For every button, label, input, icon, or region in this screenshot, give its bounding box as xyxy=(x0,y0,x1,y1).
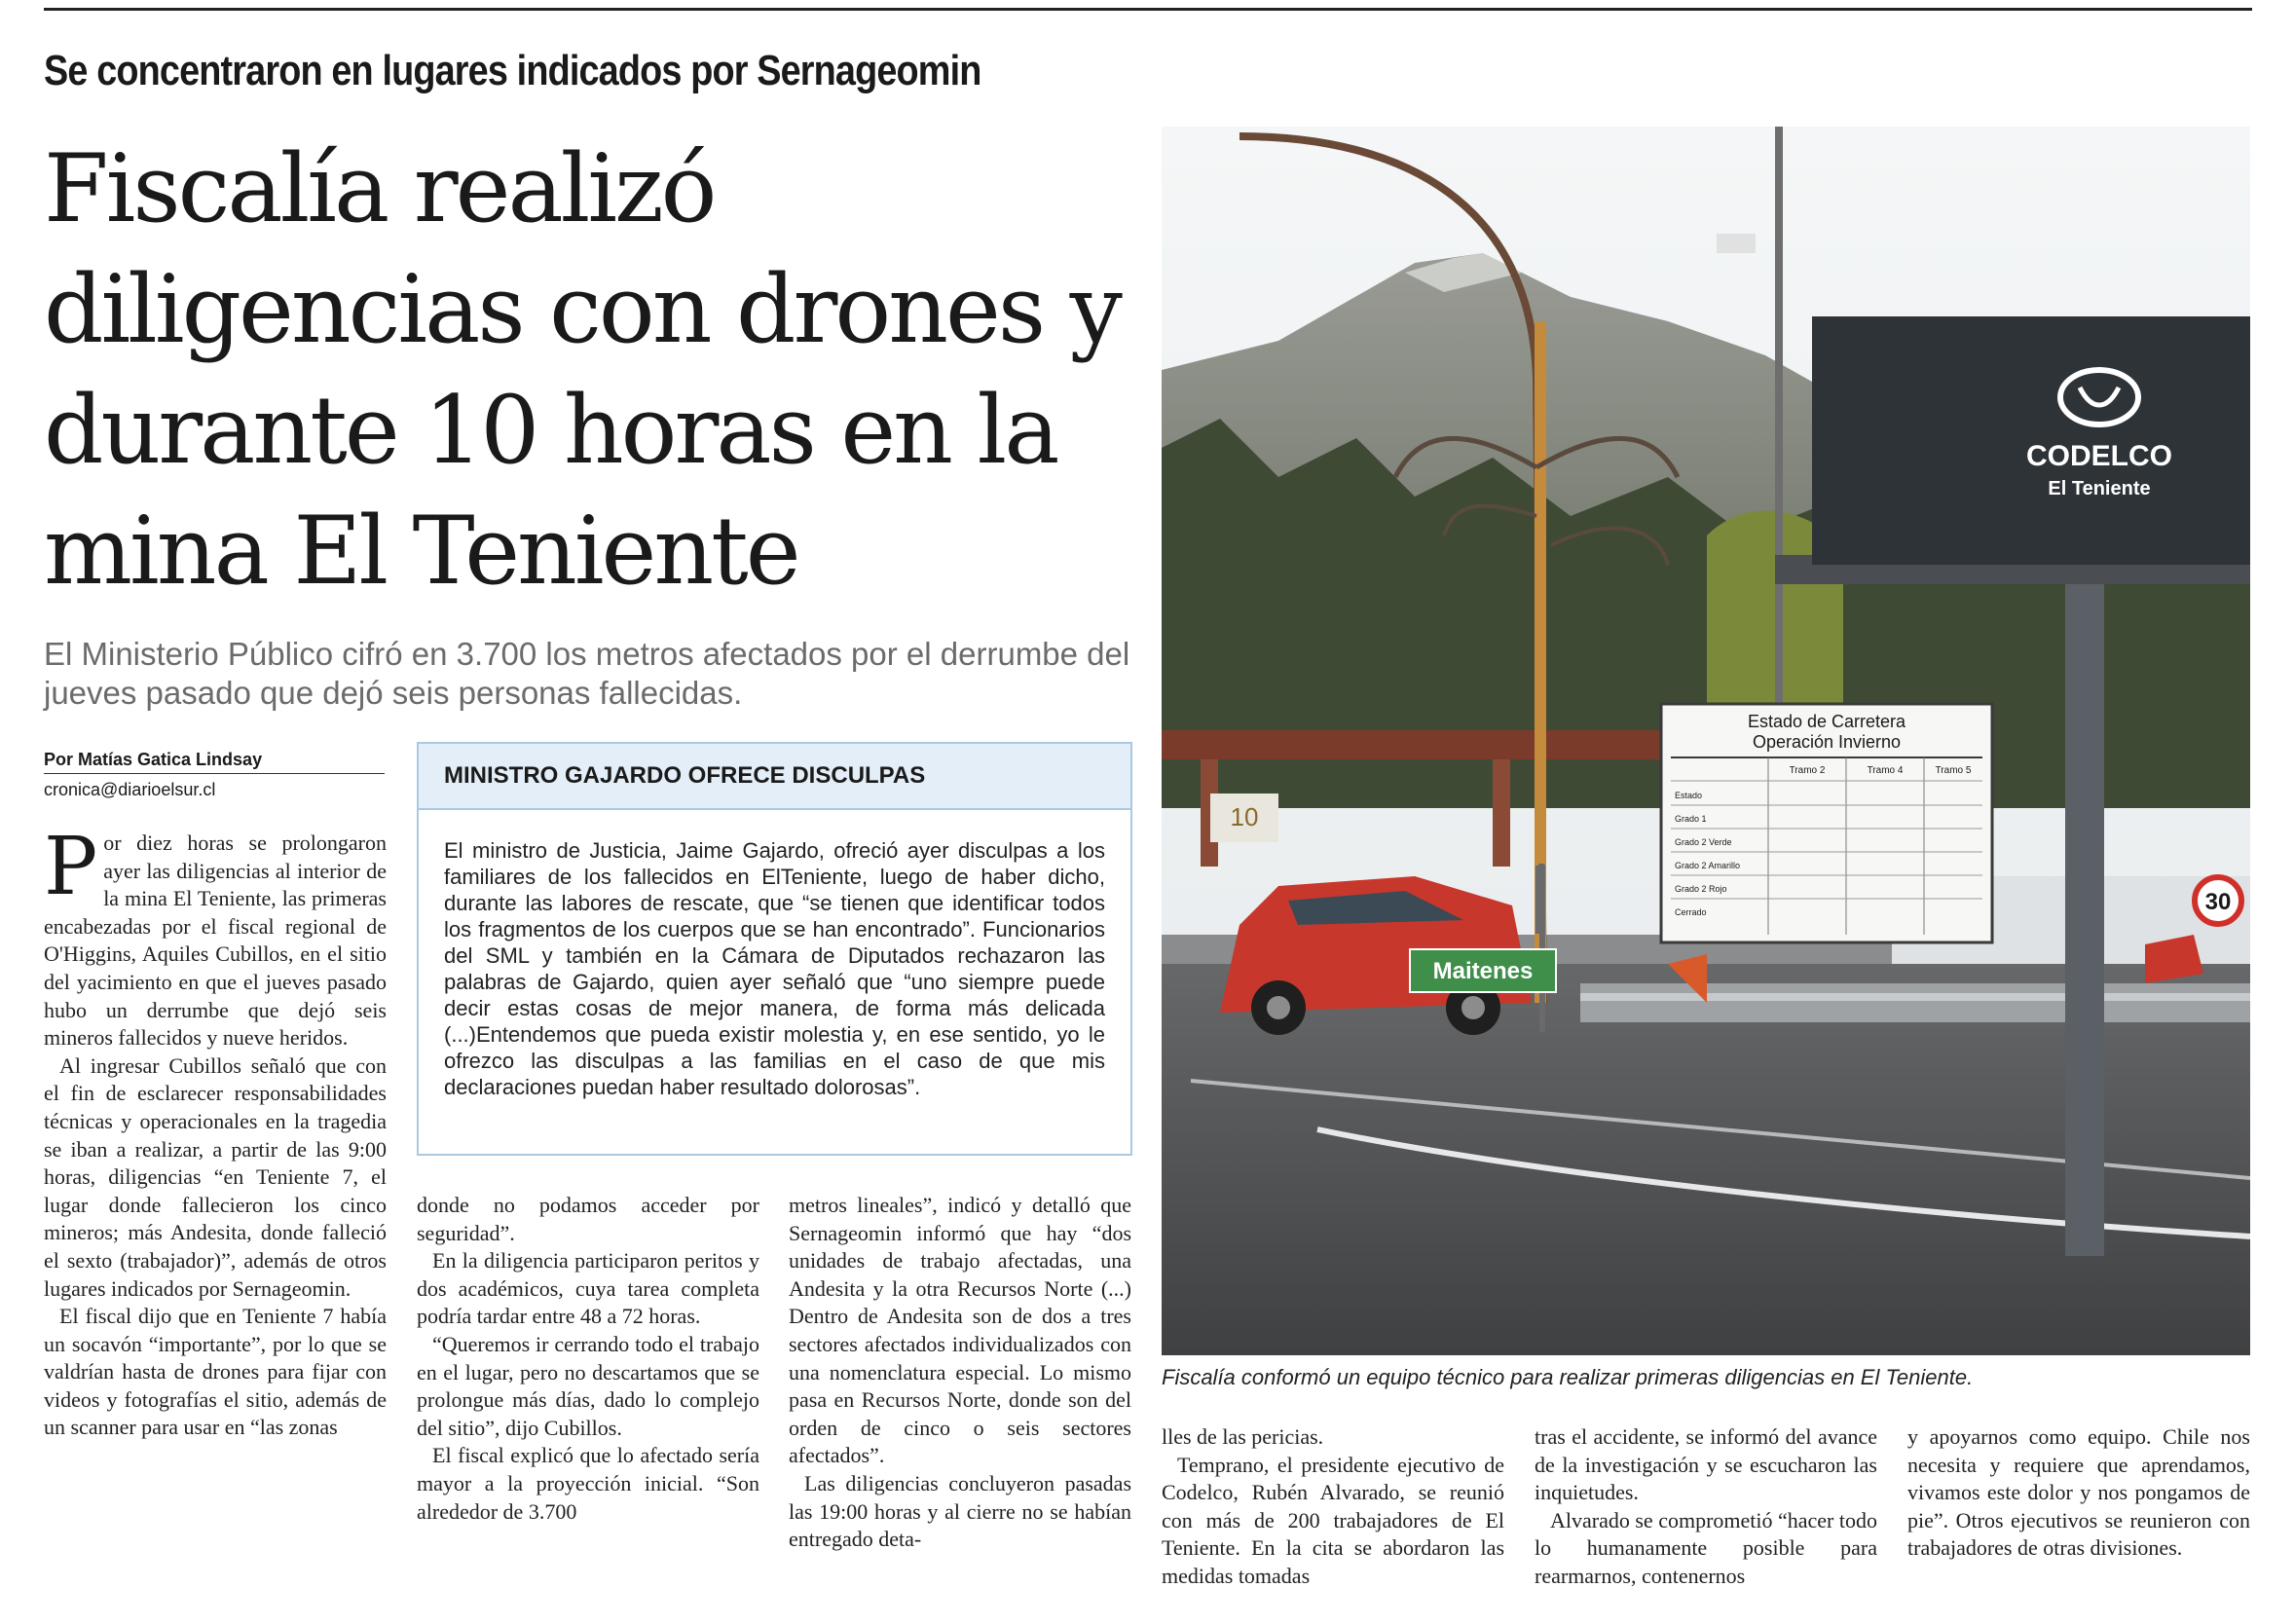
deck: El Ministerio Público cifró en 3.700 los metros afectados por el derrumbe del jueves pasado que dejó seis personas fallecidas. xyxy=(44,636,1130,711)
paragraph: El fiscal dijo que en Teniente 7 había un socavón “importante”, por lo que se valdrían hasta de drones para fijar con videos y fotografías el sitio, además de un scanner para usar en “las zonas xyxy=(44,1304,387,1440)
article-column-2 xyxy=(417,1192,759,1526)
dropcap: P xyxy=(44,821,98,913)
article-column-1 xyxy=(44,821,387,1442)
sidebar-title: MINISTRO GAJARDO OFRECE DISCULPAS xyxy=(419,744,1130,810)
sidebar-body: El ministro de Justicia, Jaime Gajardo, ofreció ayer disculpas a los familiares de los fallecidos en ElTeniente, luego de haber dicho, durante las labores de rescate, que “se tienen que identificar todos los fragmentos de los cuerpos que se han encontrado”. Funcionarios del SML y también en la Cámara de Diputados rechazaron las palabras de Gajardo, quien ayer señaló que “uno siempre puede decir estas cosas de mejor manera, de forma más delicada (...)Entendemos que pueda existir molestia y, en ese sentido, yo le ofrezco las disculpas a las familias en el caso de que mis declaraciones puedan haber resultado dolorosas”. xyxy=(444,838,1105,1099)
top-rule xyxy=(44,8,2252,11)
photo-caption: Fiscalía conformó un equipo técnico para realizar primeras diligencias en El Teniente. xyxy=(1162,1365,1974,1389)
paragraph: lles de las pericias. xyxy=(1162,1424,1324,1449)
speed-limit-text: 30 xyxy=(2204,889,2232,915)
paragraph: Temprano, el presidente ejecutivo de Codelco, Rubén Alvarado, se reunió con más de 200 trabajadores de El Teniente. En la cita se abordaron las medidas tomadas xyxy=(1162,1452,1504,1588)
sidebar-box xyxy=(417,742,1132,1156)
paragraph: Las diligencias concluyeron pasadas las 19:00 horas y al cierre no se habían entregado deta- xyxy=(789,1470,1131,1552)
board-row: Estado xyxy=(1675,791,1703,800)
board-title-2: Operación Invierno xyxy=(1752,732,1902,752)
byline-email[interactable]: cronica@diarioelsur.cl xyxy=(44,780,216,799)
kicker: Se concentraron en lugares indicados por Sernageomin xyxy=(44,47,981,94)
article-column-5 xyxy=(1535,1423,1877,1591)
byline xyxy=(44,750,385,800)
paragraph: Alvarado se comprometió “hacer todo lo humanamente posible para rearmarnos, contenernos xyxy=(1535,1507,1877,1588)
paragraph: metros lineales”, indicó y detalló que Sernageomin informó que hay “dos unidades de trabajo afectadas, una Andesita y la otra Recursos Norte (...) Dentro de Andesita son de dos a tres sectores afectados individualizados con una nomenclatura especial. Lo mismo pasa en Recursos Norte, donde son del orden de cinco o seis sectores afectados”. xyxy=(789,1193,1131,1468)
board-col: Tramo 5 xyxy=(1935,765,1972,776)
board-col: Tramo 2 xyxy=(1789,765,1826,776)
paragraph: tras el accidente, se informó del avance de la investigación y se escucharon las inquietudes. xyxy=(1535,1424,1877,1505)
board-row: Grado 2 Amarillo xyxy=(1675,861,1741,870)
paragraph: Por diez horas se prolongaron ayer las diligencias al interior de la mina El Teniente, las primeras encabezadas por el fiscal regional de O'Higgins, Aquiles Cubillos, en el sitio del yacimiento en que el jueves pasado hubo un derrumbe que dejó seis mineros fallecidos y nueve heridos. xyxy=(44,821,387,1051)
news-photo xyxy=(1162,127,2250,1355)
paragraph: En la diligencia participaron peritos y dos académicos, cuya tarea completa podría tardar entre 48 a 72 horas. xyxy=(417,1248,759,1329)
board-title-1: Estado de Carretera xyxy=(1747,712,1906,731)
billboard-pole xyxy=(2065,574,2104,1256)
photo-illustration xyxy=(1162,127,2250,1355)
paragraph: Al ingresar Cubillos señaló que con el fin de esclarecer responsabilidades técnicas y operacionales en la tragedia se iban a realizar, a partir de las 9:00 horas, diligencias “en Teniente 7, el lugar donde fallecieron los cinco mineros; más Andesita, donde falleció el sexto (trabajador)”, además de otros lugares indicados por Sernageomin. xyxy=(44,1052,387,1301)
toll-number: 10 xyxy=(1230,802,1259,831)
paragraph: “Queremos ir cerrando todo el trabajo en el lugar, pero no descartamos que se prolongue más días, dado lo complejo del sitio”, dijo Cubillos. xyxy=(417,1331,759,1440)
toll-gantry xyxy=(1162,730,1668,759)
article-column-6 xyxy=(1907,1423,2250,1563)
board-col: Tramo 4 xyxy=(1867,765,1904,776)
board-row: Grado 2 Verde xyxy=(1675,837,1732,847)
road-sign-text: Maitenes xyxy=(1432,958,1534,984)
paragraph: El fiscal explicó que lo afectado sería mayor a la proyección inicial. “Son alrededor de 3.700 xyxy=(417,1443,759,1524)
article-column-4 xyxy=(1162,1423,1504,1591)
billboard-brand: CODELCO xyxy=(2026,440,2172,472)
board-row: Grado 2 Rojo xyxy=(1675,884,1727,894)
paragraph: y apoyarnos como equipo. Chile nos necesita y requiere que aprendamos, vivamos este dolor y nos pongamos de pie”. Otros ejecutivos se reunieron con trabajadores de otras divisiones. xyxy=(1907,1424,2250,1561)
byline-author: Por Matías Gatica Lindsay xyxy=(44,750,385,774)
article-column-3 xyxy=(789,1192,1131,1554)
guardrail xyxy=(1580,983,2250,1022)
camera-pole xyxy=(1775,127,1783,711)
board-row: Cerrado xyxy=(1675,907,1707,917)
paragraph: donde no podamos acceder por seguridad”. xyxy=(417,1193,759,1245)
billboard-sub: El Teniente xyxy=(2048,478,2151,499)
board-row: Grado 1 xyxy=(1675,814,1707,824)
headline: Fiscalía realizó diligencias con drones y durante 10 horas en la mina El Teniente xyxy=(44,134,1120,606)
